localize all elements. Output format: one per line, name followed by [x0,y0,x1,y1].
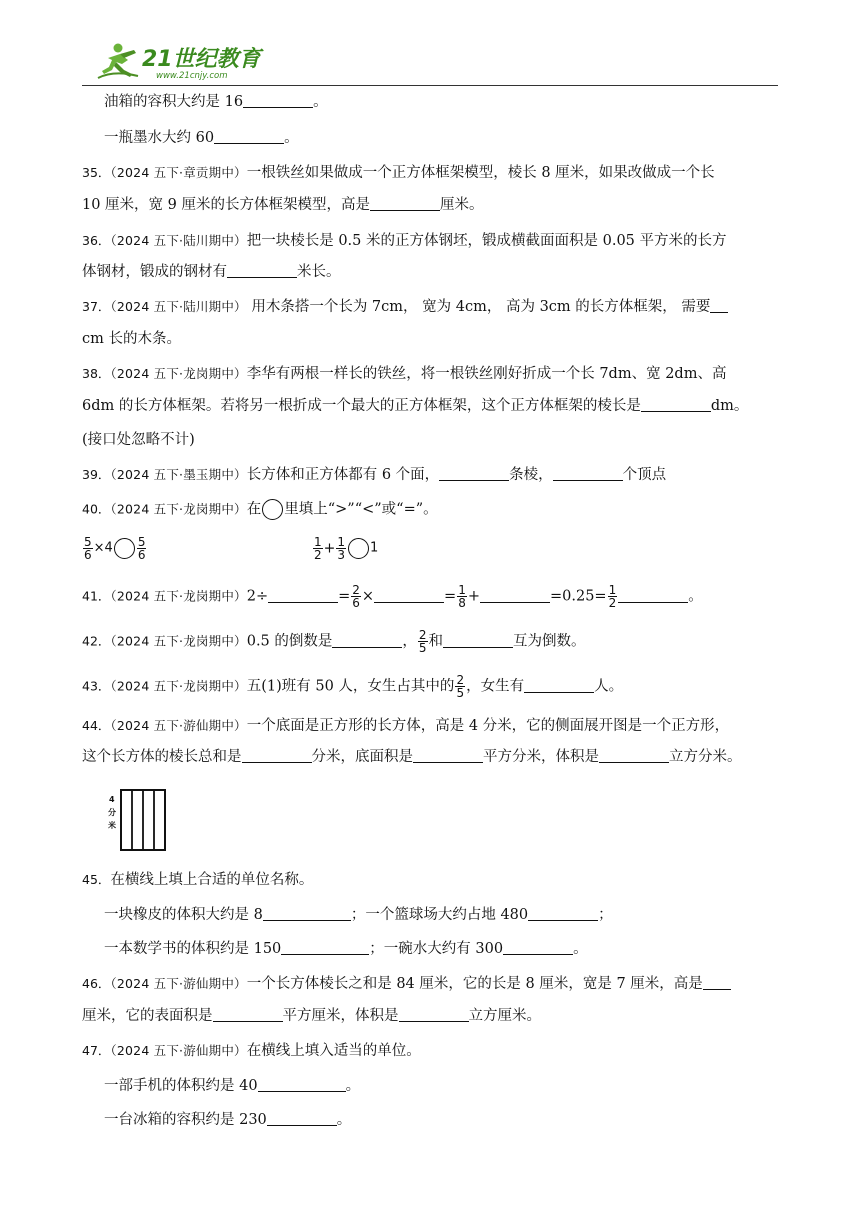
question-38: 38．（2024 五下·龙岗期中）李华有两根一样长的铁丝，将一根铁丝刚好折成一个长 7dm、宽 2dm、高 [82,366,727,382]
answer-blank[interactable] [503,940,573,955]
answer-blank[interactable] [227,263,297,278]
question-43: 43．（2024 五下·龙岗期中）五(1)班有 50 人，女生占其中的 $\frac{2}{5}$ ，女生有 人。 [82,673,624,700]
question-44-cont: 这个长方体的棱长总和是 分米，底面积是 平方分米，体积是 立方分米。 [82,749,742,765]
figure-label-fen: 分 [108,808,116,817]
question-39: 39．（2024 五下·墨玉期中）长方体和正方体都有 6 个面， 条棱， 个顶点 [82,467,667,483]
answer-blank[interactable] [268,588,338,603]
answer-blank[interactable] [480,588,550,603]
fraction: $\frac{2}{6}$ [352,583,360,610]
answer-blank[interactable] [443,633,513,648]
answer-blank[interactable] [243,93,313,108]
compare-circle[interactable] [348,538,369,559]
fraction: $\frac{1}{2}$ [314,535,322,562]
question-46: 46．（2024 五下·游仙期中）一个长方体棱长之和是 84 厘米，它的长是 8 厘米，宽是 7 厘米，高是 [82,974,731,994]
compare-circle [262,499,283,520]
answer-blank[interactable] [703,975,731,990]
answer-blank[interactable] [374,588,444,603]
fraction: $\frac{2}{5}$ [418,628,427,655]
question-38-note: (接口处忽略不计) [82,432,195,448]
question-46-cont: 厘米，它的表面积是 平方厘米，体积是 立方厘米。 [82,1008,541,1024]
answer-blank[interactable] [553,466,623,481]
answer-blank[interactable] [213,1007,283,1022]
fraction: $\frac{1}{2}$ [608,583,617,610]
question-44: 44．（2024 五下·游仙期中）一个底面是正方形的长方体，高是 4 分米，它的侧面展开图是一个正方形， [82,718,730,734]
logo-text: 21世纪教育 [142,47,261,72]
answer-blank[interactable] [524,678,594,693]
answer-blank[interactable] [242,748,312,763]
answer-blank[interactable] [599,748,669,763]
answer-blank[interactable] [528,906,598,921]
answer-blank[interactable] [281,940,369,955]
side-unfold-figure [107,788,167,852]
question-40: 40．（2024 五下·龙岗期中）在 里填上“>”“<”或“=”。 [82,499,438,520]
answer-blank[interactable] [439,466,509,481]
question-37: 37．（2024 五下·陆川期中） 用木条搭一个长为 7cm， 宽为 4cm， 高为 3cm 的长方体框架， 需要 [82,297,728,317]
figure-label-4: 4 [109,795,115,804]
fraction: $\frac{5}{6}$ [84,535,92,562]
question-36: 36．（2024 五下·陆川期中）把一块棱长是 0.5 米的正方体钢坯，锻成横截面面积是 0.05 平方米的长方 [82,233,727,249]
answer-blank[interactable] [618,588,688,603]
page-header [82,38,778,86]
answer-blank[interactable] [267,1111,337,1126]
answer-blank[interactable] [332,633,402,648]
question-47-row2: 一台冰箱的容积约是 230 。 [104,1112,352,1128]
line-ink: 一瓶墨水大约 60 。 [104,130,299,146]
question-40-expr1: $\frac{5}{6}$ ×4 $\frac{5}{6}$ [84,535,146,562]
question-35-cont: 10 厘米，宽 9 厘米的长方体框架模型，高是 厘米。 [82,197,484,213]
answer-blank[interactable] [399,1007,469,1022]
question-40-expr2: $\frac{1}{2}$ + $\frac{1}{3}$ 1 [314,535,379,562]
question-47: 47．（2024 五下·游仙期中）在横线上填入适当的单位。 [82,1043,421,1059]
question-37-cont: cm 长的木条。 [82,331,181,347]
question-35: 35．（2024 五下·章贡期中）一根铁丝如果做成一个正方体框架模型，棱长 8 厘米，如果改做成一个长 [82,165,715,181]
header-rule [82,85,778,86]
question-36-cont: 体钢材，锻成的钢材有 米长。 [82,264,341,280]
compare-circle[interactable] [114,538,135,559]
answer-blank[interactable] [263,906,351,921]
question-42: 42．（2024 五下·龙岗期中）0.5 的倒数是 ， $\frac{2}{5}$ 和 互为倒数。 [82,628,586,655]
logo-21cnjy [94,40,294,84]
runner-icon [98,44,138,79]
answer-blank[interactable] [710,298,728,313]
fraction: $\frac{5}{6}$ [137,535,146,562]
question-41: 41．（2024 五下·龙岗期中）2÷ = $\frac{2}{6}$ × = $\frac{1}{8}$ + =0.25= $\frac{1}{2}$ 。 [82,583,703,610]
question-45: 45．在横线上填上合适的单位名称。 [82,872,314,888]
figure-label-mi: 米 [108,821,116,830]
question-45-row1: 一块橡皮的体积大约是 8 ；一个篮球场大约占地 480 ； [104,907,613,923]
line-oil-tank: 油箱的容积大约是 16 。 [104,94,328,110]
answer-blank[interactable] [641,397,711,412]
question-47-row1: 一部手机的体积约是 40 。 [104,1078,361,1094]
answer-blank[interactable] [413,748,483,763]
answer-blank[interactable] [258,1077,346,1092]
question-45-row2: 一本数学书的体积约是 150 ；一碗水大约有 300 。 [104,941,588,957]
fraction: $\frac{1}{8}$ [458,583,466,610]
answer-blank[interactable] [370,196,440,211]
answer-blank[interactable] [214,129,284,144]
fraction: $\frac{2}{5}$ [456,673,465,700]
logo-url: www.21cnjy.com [156,71,228,81]
fraction: $\frac{1}{3}$ [337,535,346,562]
question-38-cont: 6dm 的长方体框架。若将另一根折成一个最大的正方体框架，这个正方体框架的棱长是 dm。 [82,398,749,414]
